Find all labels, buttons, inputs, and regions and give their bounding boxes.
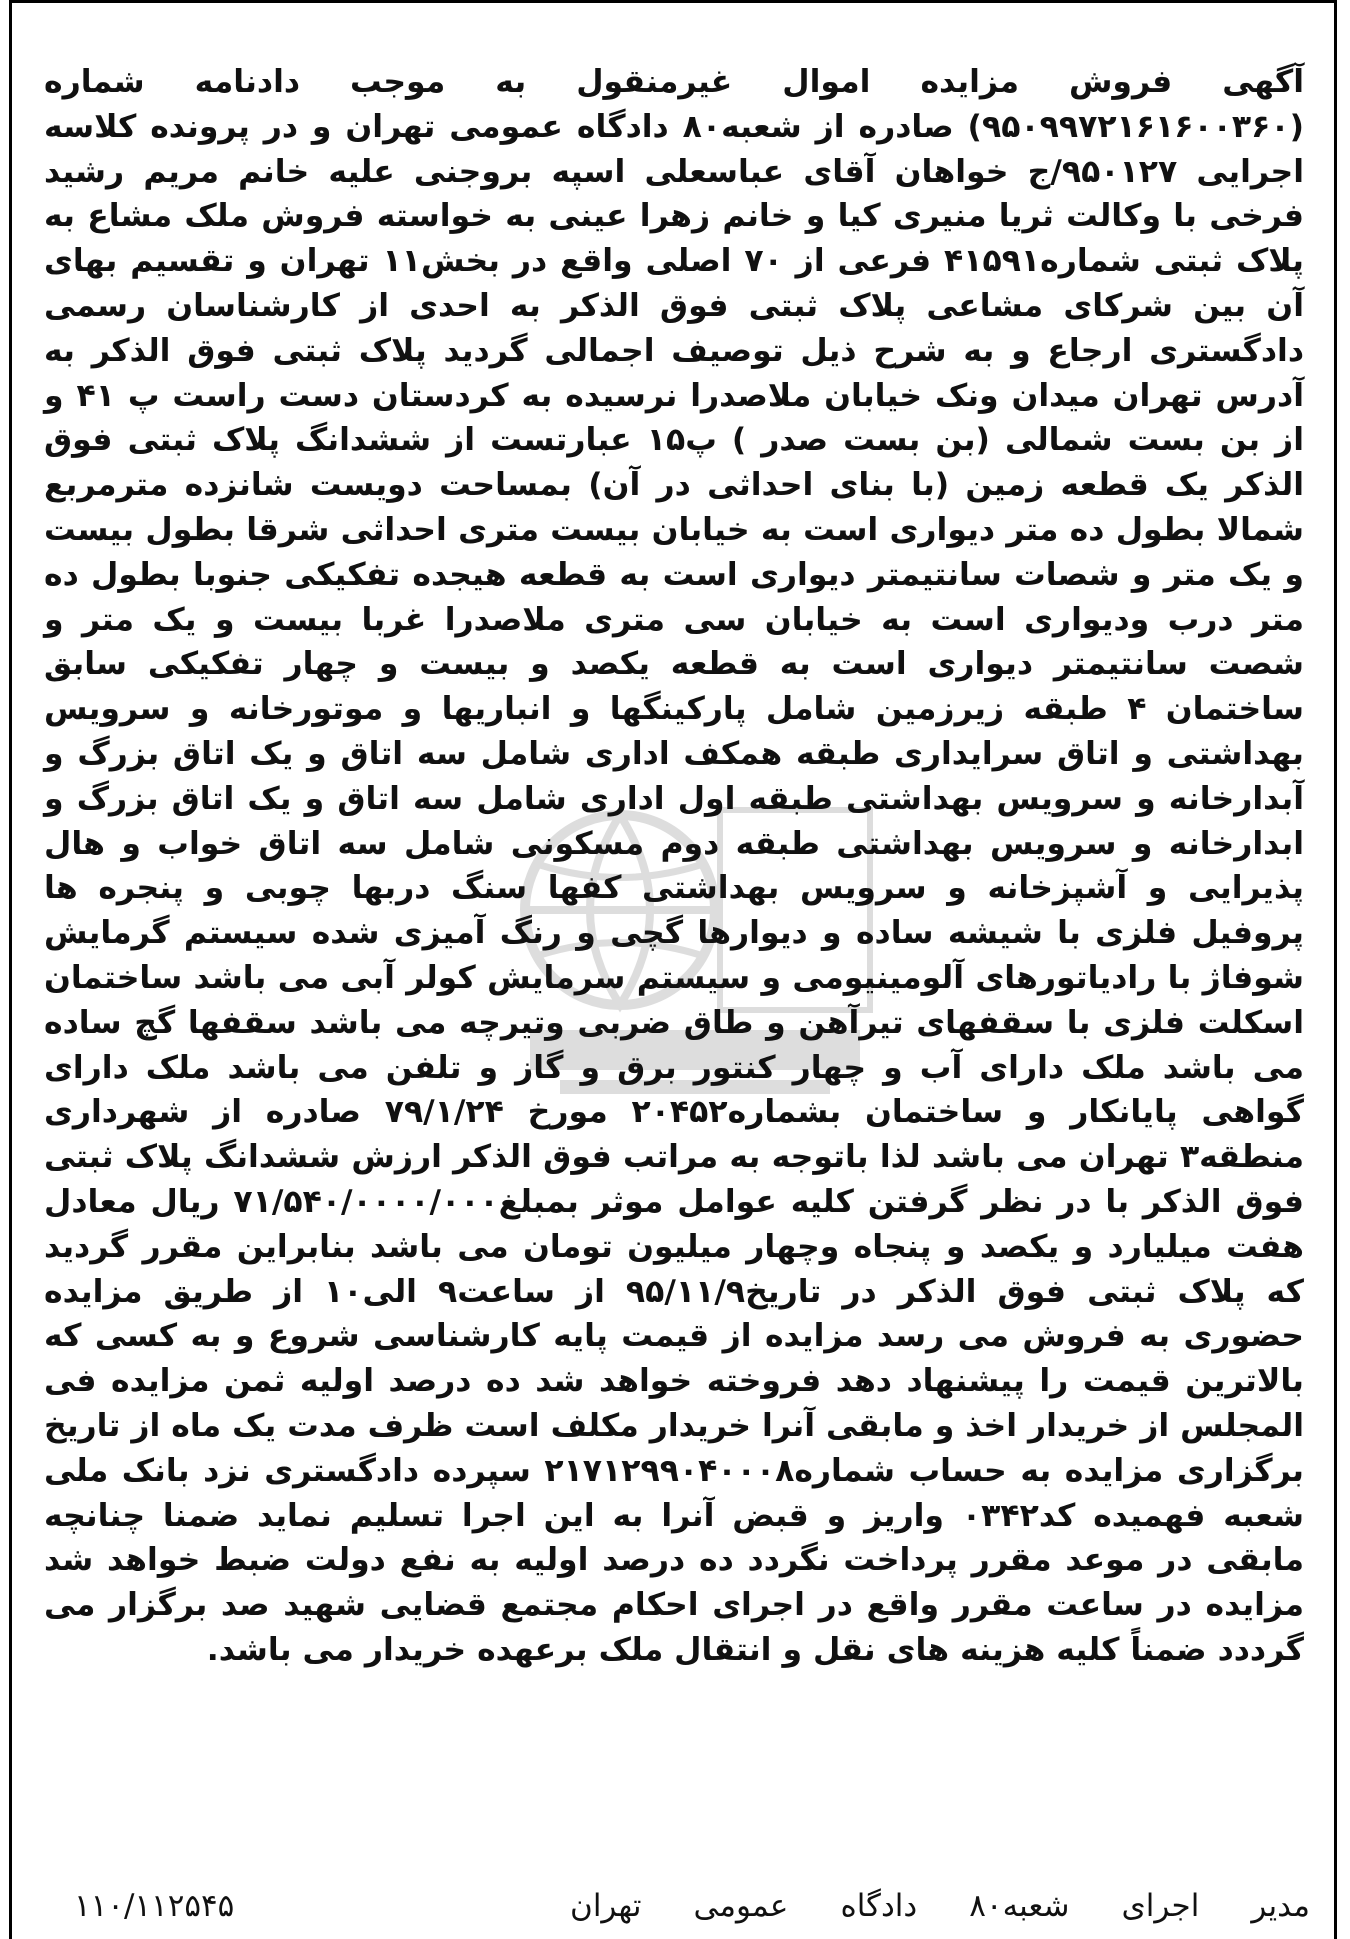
signature-line bbox=[570, 1888, 1310, 1924]
signature-word-6: تهران bbox=[570, 1888, 642, 1924]
signature-word-2: اجرای bbox=[1121, 1888, 1200, 1924]
signature-word-1: مدیر bbox=[1251, 1888, 1310, 1924]
signature-word-3: شعبه۸۰ bbox=[969, 1888, 1070, 1924]
notice-body: آگهی فروش مزایده اموال غیرمنقول به موجب دادنامه شماره (۹۵۰۹۹۷۲۱۶۱۶۰۰۳۶۰) صادره از شعبه۸۰ دادگاه عمومی تهران و در پرونده کلاسه اجرایی ۹۵۰۱۲۷/ج خواهان آقای عباسعلی اسپه بروجنی علیه خانم مریم رشید فرخی با وکالت ثریا منیری کیا و خانم زهرا عینی به خواسته فروش ملک مشاع به پلاک ثبتی شماره۴۱۵۹۱ فرعی از ۷۰ اصلی واقع در بخش۱۱ تهران و تقسیم بهای آن بین شرکای مشاعی پلاک ثبتی فوق الذکر به احدی از کارشناسان رسمی دادگستری ارجاع و به شرح ذیل توصیف اجمالی گردید پلاک ثبتی فوق الذکر به آدرس تهران میدان ونک خیابان ملاصدرا نرسیده به کردستان دست راست پ ۴۱ و از بن بست شمالی (بن بست صدر ) پ۱۵ عبارتست از ششدانگ پلاک ثبتی فوق الذکر یک قطعه زمین (با بنای احداثی در آن) بمساحت دویست شانزده مترمربع شمالا بطول ده متر دیواری است به خیابان بیست متری احداثی شرقا بطول بیست و یک متر و شصات سانتیمتر دیواری است به قطعه هیجده تفکیکی جنوبا بطول ده متر درب ودیواری است به خیابان سی متری ملاصدرا غربا بیست و یک متر و شصت سانتیمتر دیواری است به قطعه یکصد و بیست و چهار تفکیکی سابق ساختمان ۴ طبقه زیرزمین شامل پارکینگها و انباریها و موتورخانه و سرویس بهداشتی و اتاق سرایداری طبقه همکف اداری شامل سه اتاق و یک اتاق بزرگ و آبدارخانه و سرویس بهداشتی طبقه اول اداری شامل سه اتاق و یک اتاق بزرگ و ابدارخانه و سرویس بهداشتی طبقه دوم مسکونی شامل سه اتاق خواب و هال پذیرایی و آشپزخانه و سرویس بهداشتی کفها سنگ دربها چوبی و پنجره ها پروفیل فلزی با شیشه ساده و دیوارها گچی و رنگ آمیزی شده سیستم گرمایش شوفاژ با رادیاتورهای آلومینیومی و سیستم سرمایش کولر آبی می باشد ساختمان اسکلت فلزی با سقفهای تیرآهن و طاق ضربی وتیرچه می باشد سقفها گچ ساده می باشد ملک دارای آب و چهار کنتور برق و گاز و تلفن می باشد ملک دارای گواهی پایانکار و ساختمان بشماره۲۰۴۵۲ مورخ ۷۹/۱/۲۴ صادره از شهرداری منطقه۳ تهران می باشد لذا باتوجه به مراتب فوق الذکر ارزش ششدانگ پلاک ثبتی فوق الذکر با در نظر گرفتن کلیه عوامل موثر بمبلغ۷۱/۵۴۰/۰۰۰۰/۰۰۰ ریال معادل هفت میلیارد و یکصد و پنجاه وچهار میلیون تومان می باشد بنابراین مقرر گردید که پلاک ثبتی فوق الذکر در تاریخ۹۵/۱۱/۹ از ساعت۹ الی۱۰ از طریق مزایده حضوری به فروش می رسد مزایده از قیمت پایه کارشناسی شروع و به کسی که بالاترین قیمت را پیشنهاد دهد فروخته خواهد شد ده درصد اولیه ثمن مزایده فی المجلس از خریدار اخذ و مابقی آنرا خریدار مکلف است ظرف مدت یک ماه از تاریخ برگزاری مزایده به حساب شماره۲۱۷۱۲۹۹۰۴۰۰۰۸ سپرده دادگستری نزد بانک ملی شعبه فهمیده کد۰۳۴۲ واریز و قبض آنرا به این اجرا تسلیم نماید ضمنا چنانچه مابقی در موعد مقرر پرداخت نگردد ده درصد اولیه به نفع دولت ضبط خواهد شد مزایده در ساعت مقرر واقع در اجرای احکام مجتمع قضایی شهید صد برگزار می گرددد ضمناً کلیه هزینه های نقل و انتقال ملک برعهده خریدار می باشد. bbox=[44, 64, 1305, 1668]
reference-code: ۱۱۰/۱۱۲۵۴۵ bbox=[74, 1888, 235, 1924]
signature-word-5: عمومی bbox=[693, 1888, 789, 1924]
notice-footer bbox=[44, 1888, 1310, 1936]
signature-word-4: دادگاه bbox=[840, 1888, 918, 1924]
